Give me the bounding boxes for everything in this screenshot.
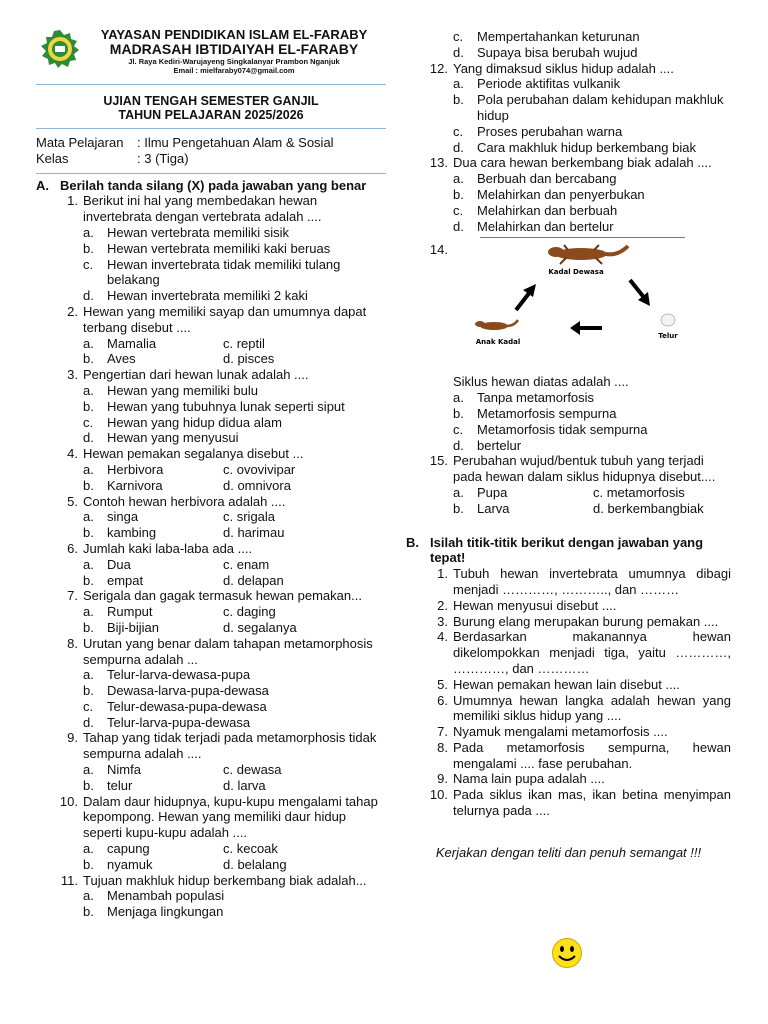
question-14-text: Siklus hewan diatas adalah .... <box>453 374 629 390</box>
option-row: a. Dua c. enam <box>83 556 270 572</box>
option-row: b. empat d. delapan <box>83 572 284 588</box>
option: d. Cara makhluk hidup berkembang biak <box>453 139 696 155</box>
option: a. Hewan yang memiliki bulu <box>83 382 259 398</box>
exam-title: UJIAN TENGAH SEMESTER GANJIL <box>103 94 319 108</box>
option: a. Menambah populasi <box>83 888 225 904</box>
option: b. Hewan yang tubuhnya lunak seperti siput <box>83 398 345 414</box>
label-adult: Kadal Dewasa <box>548 268 604 277</box>
egg-icon <box>661 314 675 326</box>
question-5: 5. Contoh hewan herbivora adalah .... <box>67 493 286 509</box>
option-row: a. Mamalia c. reptil <box>83 335 265 351</box>
essay-item: 5. Hewan pemakan hewan lain disebut .... <box>437 676 680 692</box>
question-4: 4. Hewan pemakan segalanya disebut ... <box>67 446 304 462</box>
essay-item: 10. Pada siklus ikan mas, ikan betina menyimpan telurnya pada .... <box>429 787 731 819</box>
right-column <box>406 29 731 861</box>
option-row: b. telur d. larva <box>83 777 266 793</box>
question-8: 8. Urutan yang benar dalam tahapan metamorphosis sempurna adalah ... <box>67 635 373 667</box>
essay-item: 6. Umumnya hewan langka adalah hewan yang memiliki siklus hidup yang .... <box>437 692 731 724</box>
left-column <box>36 26 386 920</box>
class-value: : 3 (Tiga) <box>137 150 189 166</box>
subject-label: Mata Pelajaran <box>36 135 124 150</box>
option: c. Hewan yang hidup didua alam <box>83 414 282 430</box>
section-b-title: B. Isilah titik-titik berikut dengan jawaban yang tepat! <box>406 534 704 566</box>
option-row: a. Rumput c. daging <box>83 604 276 620</box>
closing-message: Kerjakan dengan teliti dan penuh semangat !!! <box>435 844 702 860</box>
option: c. Melahirkan dan berbuah <box>453 202 618 218</box>
option: c. Telur-dewasa-pupa-dewasa <box>83 698 267 714</box>
school-email: Email : mielfaraby074@gmail.com <box>173 66 295 75</box>
option: c. Proses perubahan warna <box>453 123 623 139</box>
school-name: MADRASAH IBTIDAIYAH EL-FARABY <box>109 41 359 57</box>
essay-item: 8. Pada metamorfosis sempurna, hewan mengalami .... fase perubahan. <box>437 739 731 771</box>
option-row: b. nyamuk d. belalang <box>83 856 287 872</box>
option: c. Metamorfosis tidak sempurna <box>453 421 648 437</box>
baby-lizard-icon <box>475 320 518 330</box>
exam-year: TAHUN PELAJARAN 2025/2026 <box>118 108 304 122</box>
question-7: 7. Serigala dan gagak termasuk hewan pemakan... <box>67 588 362 604</box>
option: b. Pola perubahan dalam kehidupan makhluk hidup <box>453 92 724 123</box>
smiley-icon <box>551 937 583 969</box>
essay-list <box>406 566 731 819</box>
option: d. Hewan yang menyusui <box>83 430 239 446</box>
option-row: a. capung c. kecoak <box>83 841 278 857</box>
exam-info <box>36 129 386 173</box>
essay-item: 3. Burung elang merupakan burung pemakan .... <box>437 613 719 629</box>
adult-lizard-icon <box>548 245 628 264</box>
essay-item: 4. Berdasarkan makanannya hewan dikelompokkan menjadi tiga, yaitu …………, …………, dan ………… <box>437 629 731 676</box>
arrow-to-baby-icon <box>570 321 602 335</box>
option: a. Telur-larva-dewasa-pupa <box>83 667 251 683</box>
question-6: 6. Jumlah kaki laba-laba ada .... <box>67 540 253 556</box>
option-row: b. Karnivora d. omnivora <box>83 477 291 493</box>
option: b. Hewan vertebrata memiliki kaki beruas <box>83 240 331 256</box>
lizard-lifecycle-diagram <box>406 234 731 374</box>
question-13: 13. Dua cara hewan berkembang biak adalah .... <box>429 155 712 171</box>
question-14-number: 14. <box>429 242 448 258</box>
school-address: Jl. Raya Kediri-Warujayeng Singkalanyar Prambon Nganjuk <box>128 57 340 66</box>
option-row: b. Aves d. pisces <box>83 351 275 367</box>
option-row: b. kambing d. harimau <box>83 525 285 541</box>
option: d. Supaya bisa berubah wujud <box>453 44 638 60</box>
option: a. Hewan vertebrata memiliki sisik <box>83 224 290 240</box>
option: a. Berbuah dan bercabang <box>453 171 617 187</box>
arrow-to-egg-icon <box>630 280 650 306</box>
class-label: Kelas <box>36 150 69 166</box>
subject-value: : Ilmu Pengetahuan Alam & Sosial <box>137 135 334 150</box>
essay-item: 9. Nama lain pupa adalah .... <box>437 771 605 787</box>
option: d. bertelur <box>453 437 522 453</box>
question-1: 1. Berikut ini hal yang membedakan hewan invertebrata dengan vertebrata adalah .... <box>67 193 322 225</box>
option: b. Metamorfosis sempurna <box>453 405 617 421</box>
option: b. Dewasa-larva-pupa-dewasa <box>83 683 269 699</box>
option: a. Periode aktifitas vulkanik <box>453 76 621 92</box>
option-row: a. singa c. srigala <box>83 509 276 525</box>
option: d. Telur-larva-pupa-dewasa <box>83 714 251 730</box>
essay-item: 1. Tubuh hewan invertebrata umumnya dibagi menjadi …………, ……….., dan ……… <box>437 566 731 597</box>
divider <box>36 173 386 174</box>
option: c. Hewan invertebrata tidak memiliki tulang belakang <box>83 256 341 288</box>
letterhead <box>36 26 386 84</box>
option: d. Melahirkan dan bertelur <box>453 218 614 234</box>
arrow-to-adult-icon <box>516 284 536 310</box>
essay-item: 2. Hewan menyusui disebut .... <box>437 597 617 613</box>
question-2: 2. Hewan yang memiliki sayap dan umumnya dapat terbang disebut .... <box>67 303 367 335</box>
section-a-title: A. Berilah tanda silang (X) pada jawaban yang benar <box>36 177 367 193</box>
label-baby: Anak Kadal <box>475 338 521 347</box>
label-egg: Telur <box>658 332 678 341</box>
question-10: 10. Dalam daur hidupnya, kupu-kupu mengalami tahap kepompong. Hewan yang memiliki daur hidup seperti kupu-kupu adalah .... <box>59 793 378 841</box>
question-11: 11. Tujuan makhluk hidup berkembang biak adalah... <box>60 872 367 888</box>
essay-item: 7. Nyamuk mengalami metamorfosis .... <box>437 724 668 740</box>
question-9: 9. Tahap yang tidak terjadi pada metamorphosis tidak sempurna adalah .... <box>67 730 377 762</box>
option: a. Tanpa metamorfosis <box>453 390 595 406</box>
school-logo-icon <box>40 29 80 69</box>
question-3: 3. Pengertian dari hewan lunak adalah .... <box>67 367 309 383</box>
option-row: b. Larva d. berkembangbiak <box>453 500 704 516</box>
option-row: b. Biji-bijian d. segalanya <box>83 619 297 635</box>
question-15: 15. Perubahan wujud/bentuk tubuh yang terjadi pada hewan dalam siklus hidupnya disebut.... <box>429 453 716 485</box>
foundation-name: YAYASAN PENDIDIKAN ISLAM EL-FARABY <box>100 27 368 42</box>
option-row: a. Pupa c. metamorfosis <box>453 484 685 500</box>
option: c. Mempertahankan keturunan <box>453 29 640 44</box>
option-row: a. Herbivora c. ovovivipar <box>83 461 296 477</box>
option-row: a. Nimfa c. dewasa <box>83 762 282 778</box>
question-12: 12. Yang dimaksud siklus hidup adalah .... <box>429 60 674 76</box>
option: b. Melahirkan dan penyerbukan <box>453 186 645 202</box>
option: d. Hewan invertebrata memiliki 2 kaki <box>83 288 308 304</box>
option: b. Menjaga lingkungan <box>83 904 224 920</box>
